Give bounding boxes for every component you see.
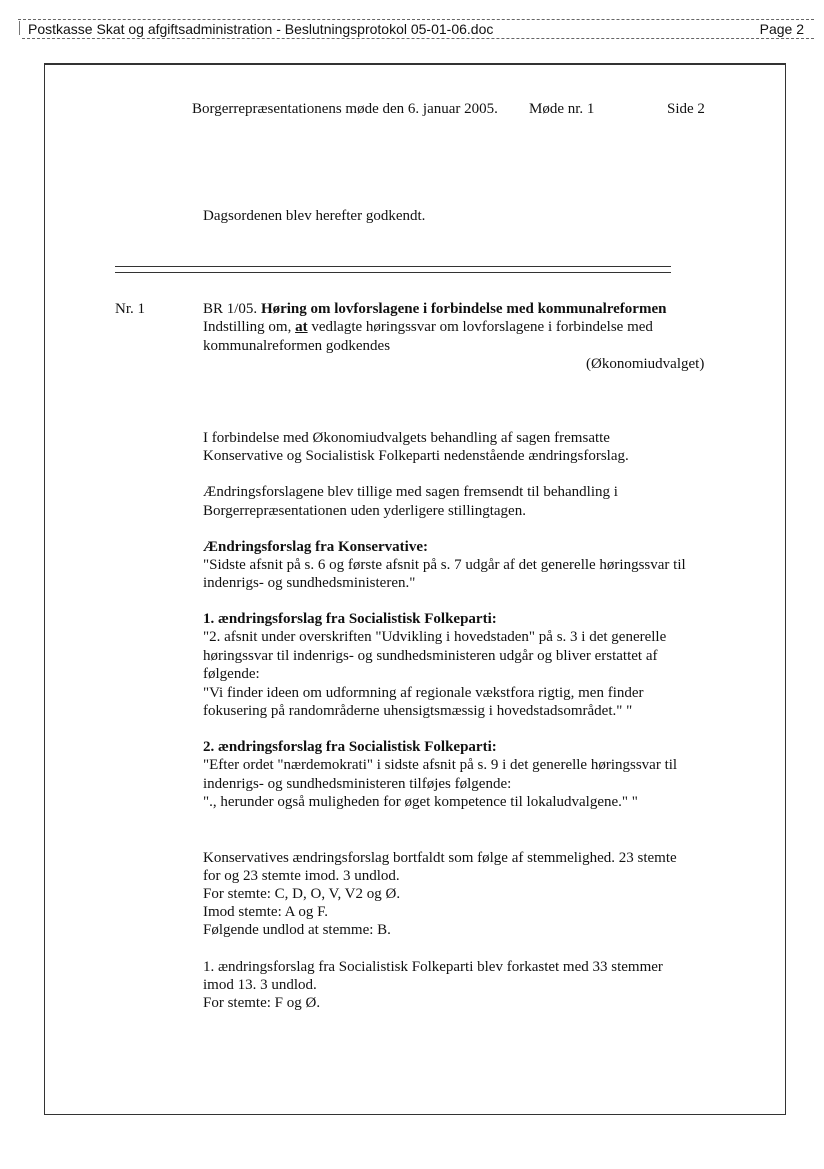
recommendation-lead: Indstilling om, [203, 319, 292, 335]
recommendation-at: at [295, 319, 308, 335]
amendment-line: "., herunder også muligheden for øget kompetence til lokaludvalgene." " [203, 794, 638, 810]
amendment-line: "Efter ordet "nærdemokrati" i sidste afsnit på s. 9 i det generelle høringssvar til [203, 757, 678, 773]
page-header-page-number: Side 2 [667, 101, 705, 117]
vote-line: Følgende undlod at stemme: B. [203, 922, 391, 938]
fax-header-title: Postkasse Skat og afgiftsadministration - Beslutningsprotokol 05-01-06.doc [28, 21, 494, 37]
recommendation-rest: vedlagte høringssvar om lovforslagene i forbindelse med [311, 319, 653, 335]
amendment-line: "2. afsnit under overskriften "Udvikling i hovedstaden" på s. 3 i det generelle [203, 629, 667, 645]
paragraph-line: Ændringsforslagene blev tillige med sagen fremsendt til behandling i [203, 484, 618, 500]
amendment-line: "Sidste afsnit på s. 6 og første afsnit på s. 7 udgår af det generelle høringssvar til [203, 557, 686, 573]
fax-header-rule-top [18, 19, 814, 20]
vote-line: Konservatives ændringsforslag bortfaldt som følge af stemmelighed. 23 stemte [203, 850, 677, 866]
item-committee: (Økonomiudvalget) [586, 356, 705, 372]
amendment-line: indenrigs- og sundhedsministeren." [203, 575, 416, 591]
amendment-line: høringssvar til indenrigs- og sundhedsministeren udgår og bliver erstattet af [203, 648, 658, 664]
agenda-approved: Dagsordenen blev herefter godkendt. [203, 208, 426, 224]
item-title: Høring om lovforslagene i forbindelse med kommunalreformen [260, 301, 667, 317]
amendment-line: fokusering på randområderne uhensigtsmæssig i hovedstadsområdet." " [203, 703, 633, 719]
item-recommendation [203, 318, 653, 337]
vote-line: for og 23 stemte imod. 3 undlod. [203, 868, 400, 884]
fax-header [0, 16, 824, 44]
page-header-meeting-number: Møde nr. 1 [529, 101, 595, 117]
fax-header-page: Page 2 [759, 21, 804, 37]
amendment-heading: 2. ændringsforslag fra Socialistisk Folkeparti: [203, 739, 497, 755]
vote-line: 1. ændringsforslag fra Socialistisk Folkeparti blev forkastet med 33 stemmer [203, 959, 663, 975]
amendment-heading: 1. ændringsforslag fra Socialistisk Folkeparti: [203, 611, 497, 627]
fax-header-tick [19, 21, 20, 35]
amendment-line: "Vi finder ideen om udformning af regionale vækstfora rigtig, men finder [203, 685, 644, 701]
page-header-meeting: Borgerrepræsentationens møde den 6. januar 2005. [192, 101, 498, 117]
vote-line: Imod stemte: A og F. [203, 904, 329, 920]
item-code: BR 1/05. [203, 301, 258, 317]
amendment-heading: Ændringsforslag fra Konservative: [203, 539, 428, 555]
item-recommendation-line2: kommunalreformen godkendes [203, 338, 391, 354]
vote-line: For stemte: C, D, O, V, V2 og Ø. [203, 886, 401, 902]
item-number: Nr. 1 [115, 301, 145, 317]
fax-header-rule-bottom [22, 38, 814, 39]
vote-line: imod 13. 3 undlod. [203, 977, 317, 993]
vote-line: For stemte: F og Ø. [203, 995, 321, 1011]
paragraph-line: I forbindelse med Økonomiudvalgets behandling af sagen fremsatte [203, 430, 610, 446]
paragraph-line: Borgerrepræsentationen uden yderligere stillingtagen. [203, 503, 526, 519]
paragraph-line: Konservative og Socialistisk Folkeparti nedenstående ændringsforslag. [203, 448, 629, 464]
double-rule-separator [115, 266, 671, 273]
amendment-line: følgende: [203, 666, 260, 682]
item-title-line [203, 300, 666, 319]
amendment-line: indenrigs- og sundhedsministeren tilføjes følgende: [203, 776, 512, 792]
